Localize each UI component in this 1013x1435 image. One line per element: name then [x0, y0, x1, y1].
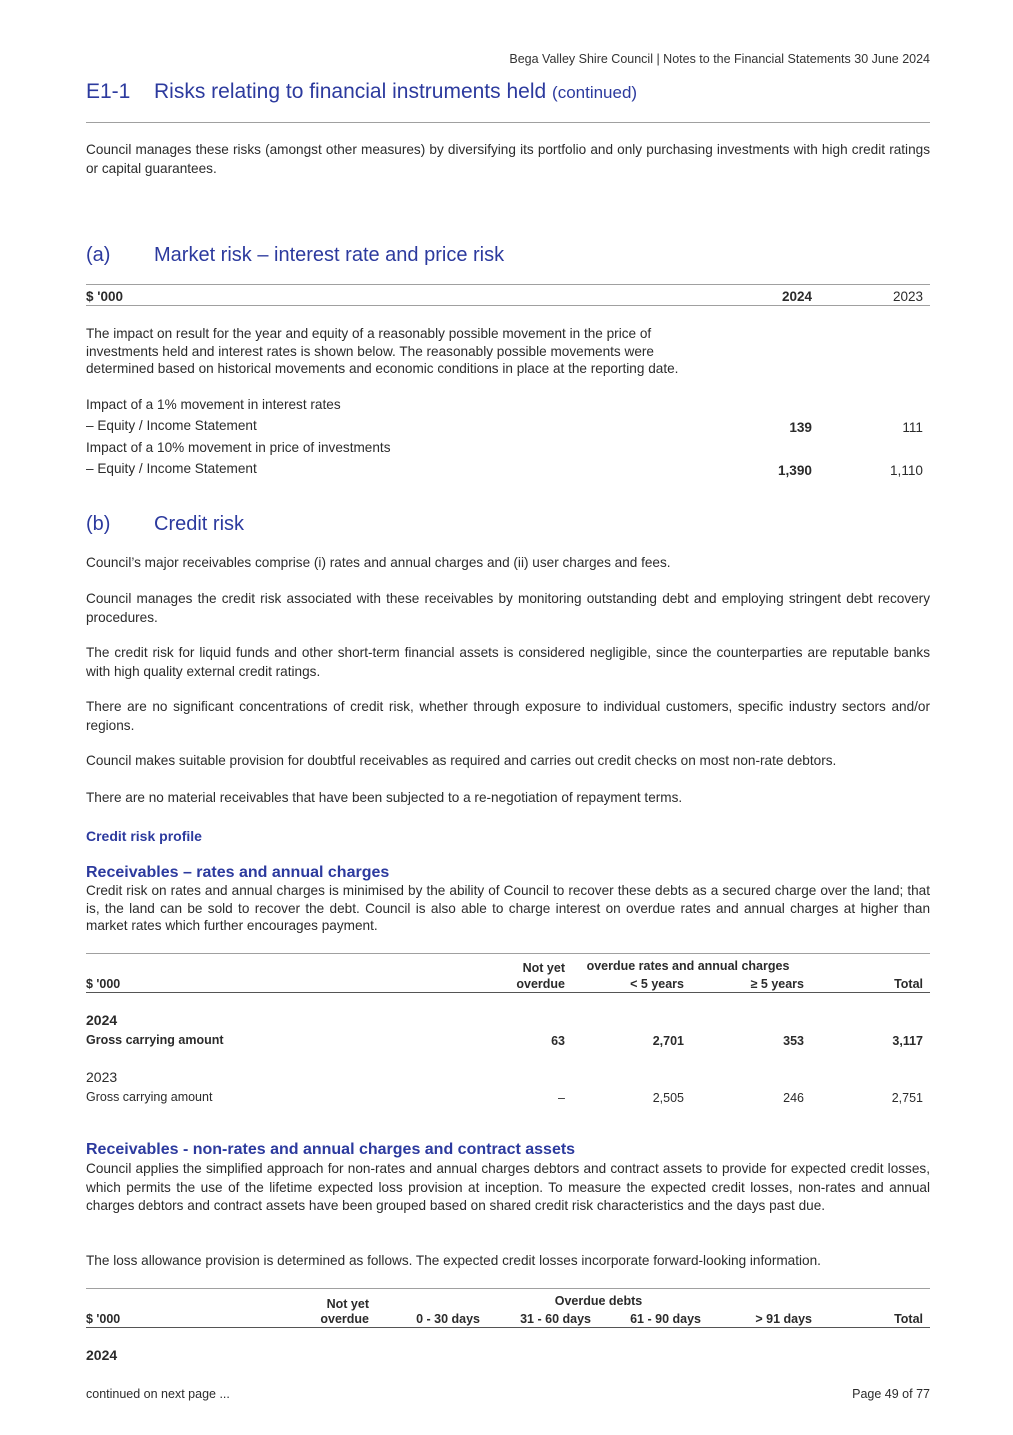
market-risk-2023-header: 2023 [892, 289, 923, 304]
rates-row-2024-label: Gross carrying amount [86, 1033, 224, 1047]
market-risk-value-2023-1: 111 [902, 420, 923, 435]
nonrates-col-not-yet: Not yet [326, 1297, 369, 1311]
credit-risk-paragraph: There are no material receivables that have been subjected to a re-negotiation of repayment terms. [86, 790, 683, 805]
section-number: E1-1 [86, 80, 131, 103]
credit-risk-paragraph: Council makes suitable provision for doubtful receivables as required and carries out credit checks on most non-rate debtors. [86, 753, 837, 768]
rates-row-2023-not-yet: – [558, 1091, 565, 1105]
rates-year-2023: 2023 [86, 1069, 118, 1085]
rates-table-top-rule [86, 953, 930, 954]
market-risk-header-rule [86, 305, 930, 306]
nonrates-col-total: Total [894, 1312, 923, 1326]
credit-risk-paragraph: Council manages the credit risk associated with these receivables by monitoring outstanding debt and employing stringent debt recovery procedures. [86, 591, 930, 625]
rates-col-group: overdue rates and annual charges [586, 959, 790, 973]
credit-risk-profile-heading: Credit risk profile [86, 828, 202, 844]
credit-risk-paragraph: The credit risk for liquid funds and other short-term financial assets is considered negligible, since the counterparties are reputable banks with high quality external credit ratings. [86, 645, 930, 679]
rates-row-2024-lt5: 2,701 [652, 1034, 684, 1048]
nonrates-col-91: > 91 days [755, 1312, 812, 1326]
nonrates-col-61-90: 61 - 90 days [630, 1312, 701, 1326]
page-title [86, 80, 637, 104]
market-risk-unit-header: $ '000 [86, 289, 123, 304]
rates-year-2024: 2024 [86, 1012, 118, 1028]
market-risk-heading [86, 244, 504, 267]
rates-col-ge5: ≥ 5 years [750, 977, 804, 991]
nonrates-col-unit: $ '000 [86, 1312, 121, 1326]
nonrates-col-group: Overdue debts [554, 1294, 643, 1308]
rates-col-overdue: overdue [516, 977, 565, 991]
nonrates-col-31-60: 31 - 60 days [520, 1312, 591, 1326]
market-risk-2024-header: 2024 [781, 289, 812, 304]
nonrates-year-2024: 2024 [86, 1347, 118, 1363]
credit-risk-heading [86, 513, 244, 536]
market-risk-line-equity-1: – Equity / Income Statement [86, 418, 257, 433]
market-risk-value-2023-2: 1,110 [889, 463, 923, 478]
rates-receivables-heading: Receivables – rates and annual charges [86, 864, 390, 881]
credit-risk-label: (b) [86, 513, 111, 535]
rates-row-2023-label: Gross carrying amount [86, 1090, 213, 1104]
market-risk-line-equity-2: – Equity / Income Statement [86, 461, 257, 476]
section-title: Risks relating to financial instruments held [154, 80, 547, 103]
rates-col-not-yet: Not yet [522, 961, 565, 975]
nonrates-table-top-rule [86, 1288, 930, 1289]
rates-row-2024-total: 3,117 [892, 1034, 923, 1048]
market-risk-table-top-rule [86, 284, 930, 285]
credit-risk-title: Credit risk [154, 513, 245, 535]
rates-row-2023-ge5: 246 [783, 1091, 804, 1105]
market-risk-line-price: Impact of a 10% movement in price of investments [86, 440, 391, 455]
nonrates-header-rule [86, 1327, 930, 1328]
section-suffix: (continued) [552, 83, 638, 102]
market-risk-title: Market risk – interest rate and price risk [154, 244, 505, 266]
nonrates-receivables-heading: Receivables - non-rates and annual charges and contract assets [86, 1141, 576, 1158]
nonrates-receivables-text-2: The loss allowance provision is determined as follows. The expected credit losses incorporate forward-looking information. [86, 1253, 821, 1268]
rates-receivables-text: Credit risk on rates and annual charges is minimised by the ability of Council to recover these debts as a secured charge over the land; that is, the land can be sold to recover the debt. Council is also able to charge interest on overdue rates and annual charges at higher than market rates which further encourages payment. [86, 883, 930, 933]
rates-col-total: Total [894, 977, 923, 991]
rates-header-rule [86, 992, 930, 993]
rates-row-2023-total: 2,751 [891, 1091, 923, 1105]
rates-row-2023-lt5: 2,505 [652, 1091, 684, 1105]
nonrates-col-overdue: overdue [320, 1312, 369, 1326]
page-number: Page 49 of 77 [852, 1387, 930, 1401]
continued-note: continued on next page ... [86, 1387, 230, 1401]
market-risk-description: The impact on result for the year and equity of a reasonably possible movement in the price of investments held and interest rates is shown below. The reasonably possible movements were determined based on historical movements and economic conditions in place at the reporting date. [86, 326, 679, 376]
rates-row-2024-ge5: 353 [783, 1034, 804, 1048]
market-risk-value-2024-2: 1,390 [777, 463, 812, 478]
market-risk-line-interest: Impact of a 1% movement in interest rates [86, 397, 341, 412]
rates-col-lt5: < 5 years [630, 977, 684, 991]
nonrates-receivables-text: Council applies the simplified approach for non-rates and annual charges debtors and contract assets to provide for expected credit losses, which permits the use of the lifetime expected loss provision at inception. To measure the expected credit losses, non-rates and annual charges debtors and contract assets have been grouped based on shared credit risk characteristics and the days past due. [86, 1161, 930, 1213]
credit-risk-paragraph: There are no significant concentrations of credit risk, whether through exposure to individual customers, specific industry sectors and/or regions. [86, 699, 930, 733]
market-risk-label: (a) [86, 244, 111, 266]
running-header: Bega Valley Shire Council | Notes to the Financial Statements 30 June 2024 [509, 52, 930, 66]
credit-risk-paragraph: Council’s major receivables comprise (i) rates and annual charges and (ii) user charges and fees. [86, 555, 671, 570]
market-risk-value-2024-1: 139 [789, 420, 812, 435]
nonrates-col-0-30: 0 - 30 days [416, 1312, 480, 1326]
intro-paragraph: Council manages these risks (amongst other measures) by diversifying its portfolio and only purchasing investments with high credit ratings or capital guarantees. [86, 142, 930, 176]
rates-col-unit: $ '000 [86, 977, 121, 991]
title-divider [86, 122, 930, 123]
rates-row-2024-not-yet: 63 [551, 1034, 565, 1048]
